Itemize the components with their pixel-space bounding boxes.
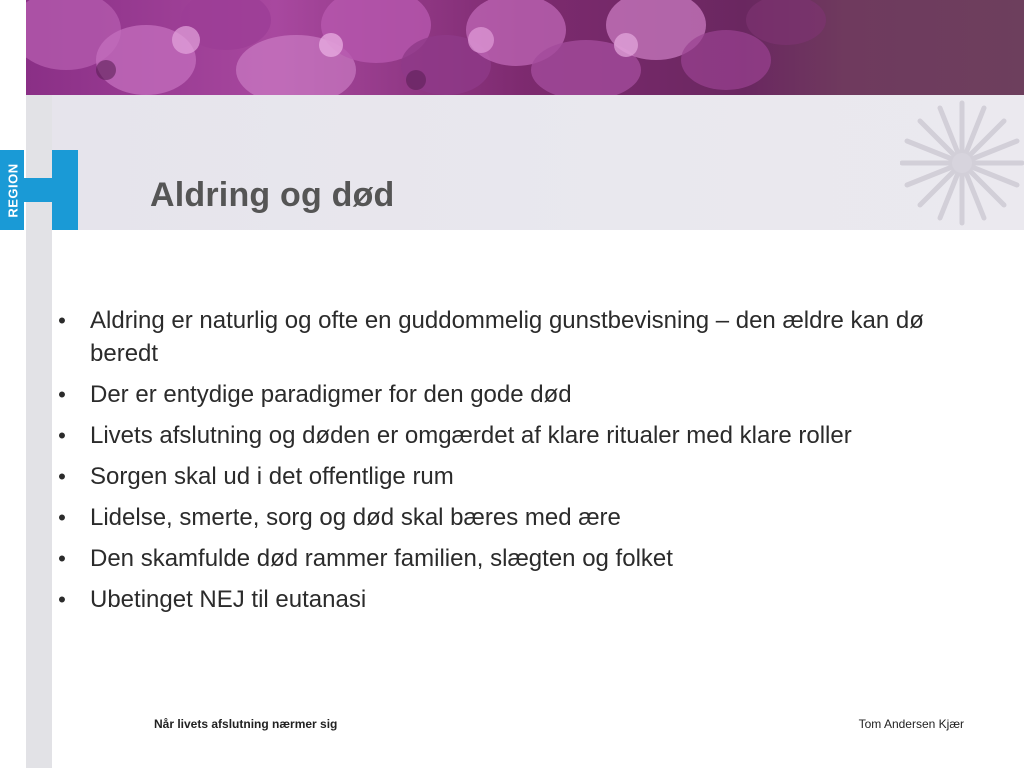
bullet-glyph: • xyxy=(58,382,66,407)
footer-author: Tom Andersen Kjær xyxy=(858,717,964,731)
bullet-list xyxy=(52,304,952,624)
footer-presentation-title: Når livets afslutning nærmer sig xyxy=(154,717,338,731)
bullet-glyph: • xyxy=(58,546,66,571)
lilac-flowers-image xyxy=(26,0,1024,95)
bullet-text: Den skamfulde død rammer familien, slægten og folket xyxy=(90,545,673,572)
bullet-text: Ubetinget NEJ til eutanasi xyxy=(90,586,367,613)
region-logo-text: REGION xyxy=(5,162,21,218)
bullet-text: Sorgen skal ud i det offentlige rum xyxy=(90,463,454,490)
bullet-item xyxy=(52,419,952,452)
bullet-item xyxy=(52,583,952,616)
bullet-glyph: • xyxy=(58,308,66,333)
bullet-glyph: • xyxy=(58,423,66,448)
bullet-glyph: • xyxy=(58,505,66,530)
bullet-text: Aldring er naturlig og ofte en guddommelig gunstbevisning – den ældre kan dø beredt xyxy=(90,307,924,367)
bullet-item xyxy=(52,304,952,370)
bullet-item xyxy=(52,542,952,575)
slide-title: Aldring og død xyxy=(150,176,395,214)
bullet-glyph: • xyxy=(58,587,66,612)
bullet-item xyxy=(52,501,952,534)
bullet-text: Der er entydige paradigmer for den gode død xyxy=(90,381,572,408)
bullet-text: Livets afslutning og døden er omgærdet af klare ritualer med klare roller xyxy=(90,422,852,449)
bullet-glyph: • xyxy=(58,464,66,489)
header-flower-banner xyxy=(26,0,1024,95)
bullet-item xyxy=(52,378,952,411)
bullet-item xyxy=(52,460,952,493)
bullet-text: Lidelse, smerte, sorg og død skal bæres med ære xyxy=(90,504,621,531)
dandelion-decoration-icon xyxy=(900,95,1024,230)
